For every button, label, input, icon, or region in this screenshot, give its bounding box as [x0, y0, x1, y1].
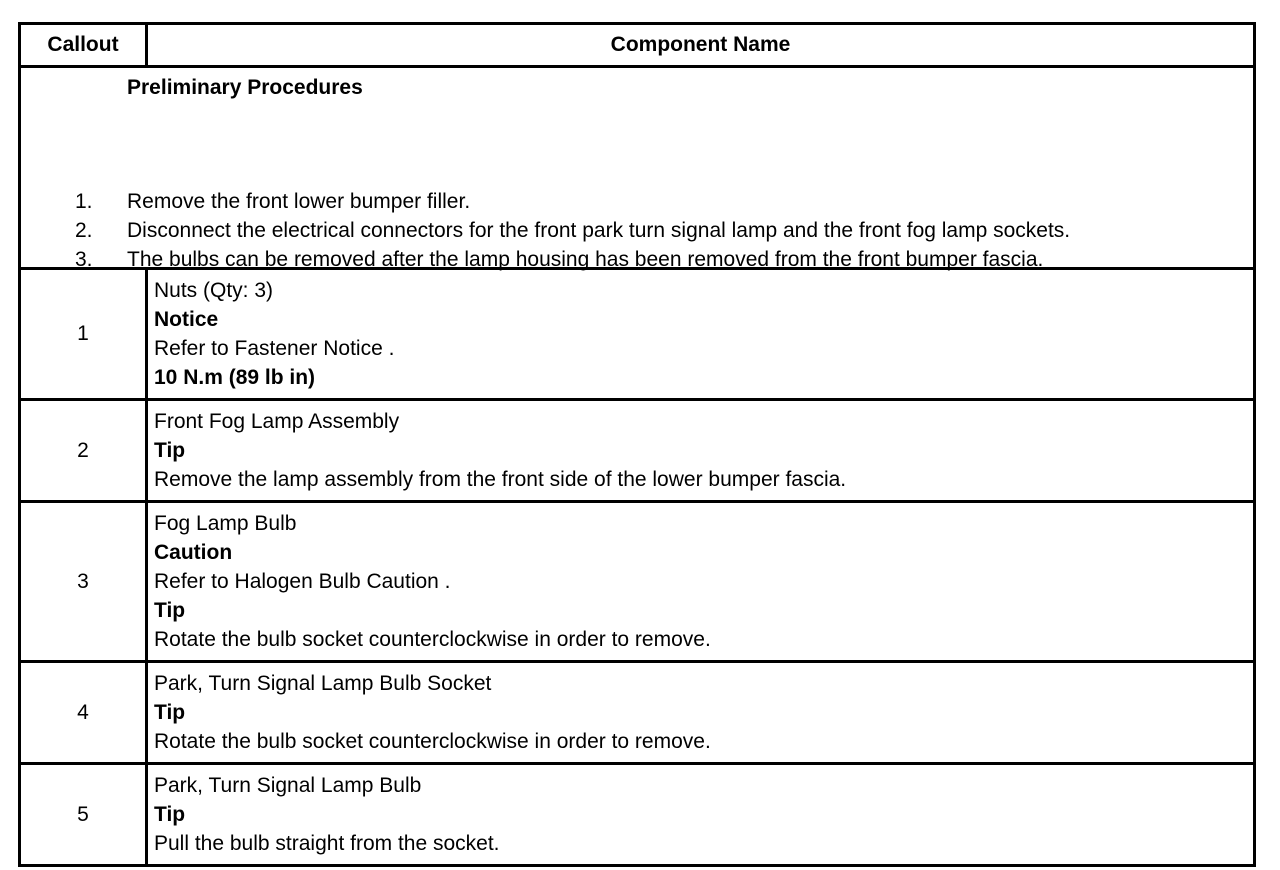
caution-label: Caution: [154, 541, 233, 564]
component-cell: [147, 764, 1255, 866]
step-number: 2.: [75, 219, 93, 242]
callout-number: 1: [20, 269, 147, 400]
component-name: Fog Lamp Bulb: [154, 512, 297, 535]
torque-spec: 10 N.m (89 lb in): [154, 366, 316, 389]
component-name: Park, Turn Signal Lamp Bulb: [154, 774, 422, 797]
component-column-header: Component Name: [147, 24, 1255, 67]
component-row: [20, 502, 1255, 662]
tip-text: Pull the bulb straight from the socket.: [154, 832, 500, 855]
preliminary-procedures-cell: [20, 67, 1255, 269]
tip-label: Tip: [154, 599, 186, 622]
component-row: [20, 764, 1255, 866]
tip-label: Tip: [154, 439, 186, 462]
tip-text: Rotate the bulb socket counterclockwise in order to remove.: [154, 730, 711, 753]
step-text: The bulbs can be removed after the lamp housing has been removed from the front bumper fascia.: [127, 248, 1044, 271]
component-name: Front Fog Lamp Assembly: [154, 410, 400, 433]
component-cell: [147, 269, 1255, 400]
component-cell: [147, 662, 1255, 764]
tip-label: Tip: [154, 701, 186, 724]
tip-label: Tip: [154, 803, 186, 826]
callout-number: 2: [20, 400, 147, 502]
step-text: Remove the front lower bumper filler.: [127, 190, 471, 213]
callout-number: 3: [20, 502, 147, 662]
component-row: [20, 662, 1255, 764]
header-row: [20, 24, 1255, 67]
notice-label: Notice: [154, 308, 219, 331]
callout-column-header: Callout: [20, 24, 147, 67]
component-cell: [147, 400, 1255, 502]
step-number: 1.: [75, 190, 93, 213]
component-row: [20, 269, 1255, 400]
tip-text: Remove the lamp assembly from the front side of the lower bumper fascia.: [154, 468, 847, 491]
tip-text: Rotate the bulb socket counterclockwise in order to remove.: [154, 628, 711, 651]
caution-text: Refer to Halogen Bulb Caution .: [154, 570, 451, 593]
step-text: Disconnect the electrical connectors for the front park turn signal lamp and the front fog lamp sockets.: [127, 219, 1071, 242]
component-row: [20, 400, 1255, 502]
step-number: 3.: [75, 248, 93, 271]
component-cell: [147, 502, 1255, 662]
callout-number: 4: [20, 662, 147, 764]
notice-text: Refer to Fastener Notice .: [154, 337, 395, 360]
preliminary-procedures-title: Preliminary Procedures: [127, 76, 363, 99]
component-name: Park, Turn Signal Lamp Bulb Socket: [154, 672, 492, 695]
preliminary-row: [20, 67, 1255, 269]
procedure-table: [18, 22, 1256, 867]
component-name: Nuts (Qty: 3): [154, 279, 274, 302]
callout-number: 5: [20, 764, 147, 866]
